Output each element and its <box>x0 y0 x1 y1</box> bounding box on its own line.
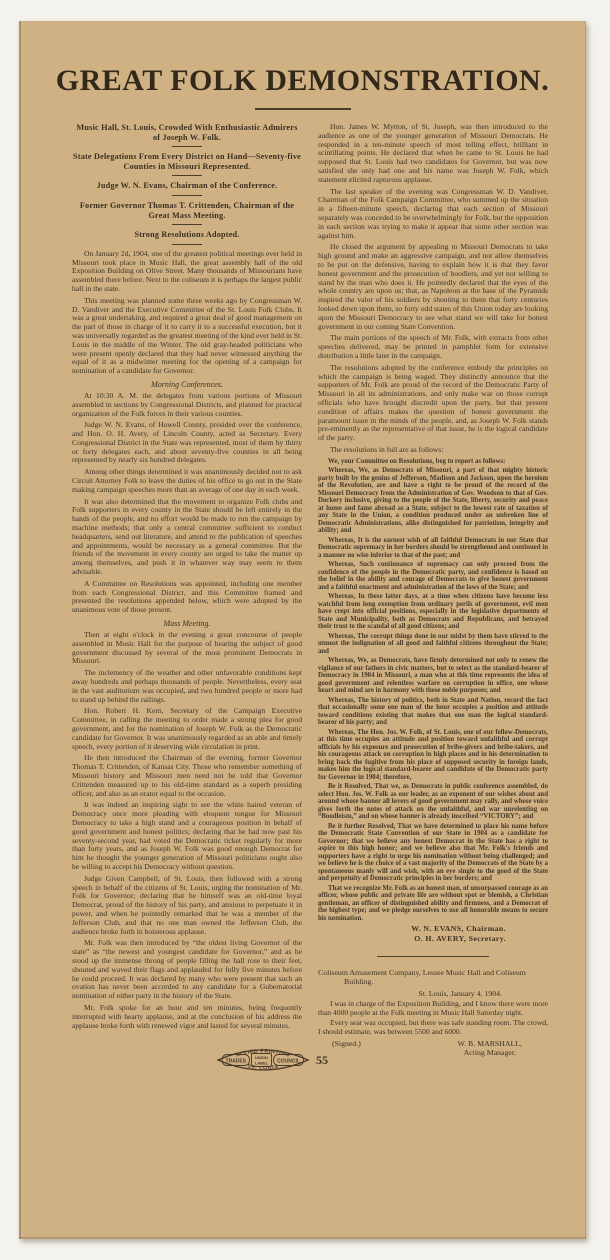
deck-divider <box>172 146 202 147</box>
resolution-paragraph: Whereas, The corrupt things done in our midst by them have stirred to the utmost the indignation of all good and faithful citizens throughout the State; and <box>318 632 548 655</box>
body-paragraph: It was also determined that the movement to organize Folk clubs and Folk supporters in every county in the State should be left entirely in the hands of the people, and no effort would be made to run the campaign by machine methods; that only a central committee sufficient to conduct headquarters, send out literature, and attend to the publication of speeches and appointments, would be necessary as a general committee. But the friends of the movement in every county are urged to take the matter up among themselves, and push it in whatever way may seem to them advisable. <box>72 496 302 577</box>
body-paragraph: Then at eight o'clock in the evening a great concourse of people assembled in Music Hall for the purpose of hearing the subject of good government discussed by several of the most prominent Democrats in Missouri. <box>72 630 302 666</box>
left-column <box>72 123 328 1081</box>
affidavit-signature: W. B. MARSHALL, <box>457 1039 522 1049</box>
resolution-paragraph: Be it Resolved, That we, as Democrats in public conference assembled, do select Hon. Jos. W. Folk as our leader, as an exponent of our wishes about and around whose banner all lovers of good government may rally, and whose voice gives forth the notes of attack on the unfaithful, and war unrelenting on “Boodleism,” and on whose banner is already inscribed “VICTORY”; and <box>318 783 548 821</box>
resolution-paragraph: Whereas, The history of politics, both in State and Nation, record the fact that occasionally some one man of the hour occupies a position and attitude toward conditions existing that makes that one man the logical standard-bearer of his party; and <box>318 696 548 727</box>
body-paragraph: This meeting was planned some three weeks ago by Congressman W. D. Vandiver and the Executive Committee of the St. Louis Folk Clubs. It was a great undertaking, and required a great deal of good management on the part of those in charge of it to carry it to a successful execution, but it was universally regarded as the greatest meeting of the kind ever held in St. Louis in the middle of the Winter. The old gray-headed politicians who were present openly declared that they had never witnessed anything the equal of it as a midwinter meeting for the opening of a campaign for nomination of a candidate for Governor. <box>72 295 302 376</box>
body-paragraph: Hon. Robert H. Kern, Secretary of the Campaign Executive Committee, in calling the meeting to order made a strong plea for good government, and for the nomination of Joseph W. Folk as the Democratic candidate for Governor. It was unanimously regarded as an able and timely speech, every portion of it deserving wide circulation in print. <box>72 706 302 751</box>
affidavit-heading: Coliseum Amusement Company, Lessee Music Hall and Coliseum Building. <box>318 968 526 987</box>
svg-text:ALLIED PRINTING: ALLIED PRINTING <box>235 1048 291 1059</box>
section-heading-morning-conferences: Morning Conferences. <box>151 379 223 389</box>
deck-divider <box>172 224 202 225</box>
affidavit-dateline: St. Louis, January 4, 1904. <box>418 989 502 999</box>
deck-item: Music Hall, St. Louis, Crowded With Enthusiastic Admirers of Joseph W. Folk. <box>76 123 298 142</box>
resolution-paragraph: We, your Committee on Resolutions, beg to report as follows: <box>328 457 506 465</box>
body-paragraph: He closed the argument by appealing to Missouri Democrats to take high ground and make an aggressive campaign, and not allow themselves to be put on the defensive, having to explain how it is that they favor honest government and the prosecution of boodlers, and yet not willing to stand by the man who does it. He pointedly declared that the eyes of the whole country are upon us; that, as Napoleon at the base of the Pyramids inspired the valor of his soldiers by shouting to them that forty centuries looked down upon them, so forty odd states of this Union today are looking upon the Missouri Democracy to see what stand we will take for honest government in our coming State Convention. <box>318 242 548 331</box>
affidavit-signed-row <box>318 1037 548 1048</box>
body-paragraph: The main portions of the speech of Mr. Folk, with extracts from other speeches delivered, may be printed in pamphlet form for extensive distribution a little later in the campaign. <box>318 333 548 360</box>
section-heading-mass-meeting: Mass Meeting. <box>163 619 211 629</box>
union-label-seal-icon <box>215 1039 311 1081</box>
union-label-number: 55 <box>316 1052 328 1067</box>
affidavit-paragraph: Every seat was occupied, but there was safe standing room. The crowd, I should estimate, was between 5500 and 6000. <box>318 1017 548 1036</box>
svg-text:TRADES: TRADES <box>225 1058 247 1065</box>
body-paragraph: Mr. Folk was then introduced by “the oldest living Governor of the state” as “the newest and youngest candidate for Governor,” and as he stood up the immense throng of people filling the hall rose to their feet, shouted and waved their flags and applauded for fully five minutes before he could proceed. It was declared by many who were present that such an ovation has never been accorded to any candidate for a Gubernatorial nomination of either party in the history of the State. <box>72 938 302 1001</box>
resolution-paragraph: Whereas, We, as Democrats, have firmly determined not only to renew the vigilance of our fathers in civic matters, but to select as the standard-bearer of Democracy in 1904 in Missouri, a man who at this time represents the idea of good government and relentless warfare on corruption in office, one whose heart and mind are in harmony with these noble purposes; and <box>318 657 548 695</box>
two-column-layout <box>19 110 586 1081</box>
body-paragraph: Among other things determined it was unanimously decided not to ask Circuit Attorney Folk to leave the duties of his office to go out in the State making campaign speeches more than an average of one day in each week. <box>72 467 302 494</box>
body-paragraph: It was indeed an inspiring sight to see the white haired veteran of Democracy once more pleading with eloquent tongue for Missouri Democracy to take a high stand and a courageous position in behalf of good government and honest politics; declaring that he had now past his seventy-second year, had voted the Democratic ticket regularly for more than forty years, and as Joseph W. Folk was good enough Democrat for him he thought the younger generation of Missouri politicians ought also be willing to accept his Democracy without question. <box>72 800 302 871</box>
paper <box>19 21 586 1239</box>
body-paragraph: On January 2d, 1904, one of the greatest political meetings ever held in Missouri took place in Music Hall, the great assembly hall of the old Exposition Building on Olive Street. Many thousands of Missourians have assembled there before. Next to the coliseum it is perhaps the largest public hall in the state. <box>72 248 302 293</box>
deck-item: State Delegations From Every District on Hand—Seventy-five Counties in Missouri Represented. <box>73 152 301 171</box>
body-paragraph: Judge W. N. Evans, of Howell County, presided over the conference, and Hon. O. H. Avery, of Lincoln County, acted as Secretary. Every Congressional District in the State was represented, most of them by thirty or forty delegates each, and about seventy-five counties in all being represented by nearly six hundred delegates. <box>72 420 302 465</box>
body-paragraph: The last speaker of the evening was Congressman W. D. Vandiver, Chairman of the Folk Campaign Committee, who summed up the situation in a fifteen-minute speech, declaring that each section of Missouri separately was conceded to be overwhelmingly for Folk, but the opposition in each section was trying to make it appear that some other section was against him. <box>318 186 548 240</box>
body-paragraph: At 10:30 A. M. the delegates from various portions of Missouri assembled in sections by Congressional Districts, and planned for practical organization of the Folk forces in their various counties. <box>72 390 302 418</box>
body-paragraph: Judge Given Campbell, of St. Louis, then followed with a strong speech in behalf of the citizens of St. Louis, urging the nomination of Mr. Folk for Governor; declaring that he himself was an old-time loyal Democrat, proud of the history of his party, and anxious to perpetuate it in power, and when he pointedly remarked that he was a member of the Jefferson Club, and that no one man owned the Jefferson Club, the audience broke forth in boisterous applause. <box>72 873 302 936</box>
signature-divider <box>377 956 489 957</box>
body-paragraph: A Committee on Resolutions was appointed, including one member from each Congressional District, and this Committee framed and presented the resolutions appended below, which were adopted by the unanimous vote of those present. <box>72 578 302 615</box>
deck-item: Strong Resolutions Adopted. <box>134 230 240 240</box>
resolution-paragraph: That we recognize Mr. Folk as an honest man, of unsurpassed courage as an officer, whose public and private life are without spot or blemish, a Christian gentleman, an officer of distinguished ability and firmness, and a Democrat of the highest type; and we pledge ourselves to use all honorable means to secure his nomination. <box>318 884 548 922</box>
svg-text:LABEL: LABEL <box>254 1060 269 1066</box>
resolution-paragraph: Whereas, In these latter days, at a time when citizens have become less watchful from long exemption from ordinary perils of government, evil men have crept into official positions, especially in the legislative departments of State and Municipality, both as Democrats and Republicans, and betrayed their trust to the scandal of all good citizens; and <box>318 593 548 631</box>
signature-secretary: O. H. AVERY, Secretary. <box>414 934 506 944</box>
deck-divider <box>172 175 202 176</box>
affidavit-paragraph: I was in charge of the Exposition Building, and I know there were more than 4000 people at the Folk meeting in Music Hall Saturday night. <box>318 999 548 1017</box>
headline: GREAT FOLK DEMONSTRATION. <box>55 64 550 97</box>
signed-label: (Signed.) <box>332 1039 361 1049</box>
svg-text:UNION: UNION <box>255 1055 268 1061</box>
body-paragraph: Hon. James W. Mytton, of St. Joseph, was then introduced to the audience as one of the younger generation of Missouri Democrats. He responded in a ten-minute speech of most telling effect, brilliant in scintillating points. He declared that when he came to St. Louis he had supposed that St. Louis had two candidates for Governor, but was now satisfied she only had one and his name was Joseph W. Folk, which statement elicited rapturous applause. <box>318 122 548 184</box>
affidavit-signer-role: Acting Manager. <box>463 1048 516 1058</box>
resolution-paragraph: Whereas, We, as Democrats of Missouri, a part of that mighty historic party built by the genius of Jefferson, Madison and Jackson, upon the heroism of the Revolution, are and have a right to be proud of the record of the Missouri Democracy from the Administration of Gov. Woodson to that of Gov. Dockery inclusive, giving to the people of the State, liberty, security and peace at home and fame abroad as a State, subject to the lowest rate of taxation of any State in the Union, a condition produced under an unbroken line of Democratic Administrations, alike distinguished for patriotism, integrity and ability; and <box>318 467 548 535</box>
union-label-stamp <box>215 1039 328 1081</box>
body-paragraph: Mr. Folk spoke for an hour and ten minutes, being frequently interrupted with hearty applause, and at the conclusion of his address the applause broke forth with renewed vigor and lasted for several minutes. <box>72 1002 302 1030</box>
resolution-paragraph: Whereas, The Hon. Jos. W. Folk, of St. Louis, one of our fellow-Democrats, at this time occupies an attitude and position toward unfaithful and corrupt officials by his exposure and prosecution of bribe-givers and bribe-takers, and his courageous attack on corruption in high places and in his determination to bring back the fugitive from his place of supposed security in foreign lands, makes him the logical standard-bearer and candidate of the Democratic party for Governor in 1904; therefore, <box>318 728 548 781</box>
resolution-paragraph: Be it further Resolved, That we have determined to place his name before the Democratic State Convention of our State in 1904 as a candidate for Governor; that we believe any honest Democrat in the State has a right to aspire to this high honor; and we believe also that Mr. Folk's friends and supporters have a right to urge his nomination without being challenged; and we believe he is the choice of a vast majority of the Democrats of the State by a spontaneous manly will and wish, with an eye single to the good of the State and perpetuity of Democratic principles in her borders; and <box>318 822 548 883</box>
body-paragraph: The resolutions in full are as follows: <box>330 444 444 454</box>
resolution-paragraph: Whereas, It is the earnest wish of all faithful Democrats in our State that Democratic supremacy in her borders should be strengthened and continued in a manner no wise inferior to that of the past; and <box>318 536 548 559</box>
svg-text:ST. LOUIS: ST. LOUIS <box>246 1063 280 1072</box>
deck-item: Former Governor Thomas T. Crittenden, Chairman of the Great Mass Meeting. <box>79 200 295 220</box>
body-paragraph: He then introduced the Chairman of the evening, former Governor Thomas T. Crittenden, of Kansas City. Those who remember something of Missouri history and Missouri men need not be told that Governor Crittenden measured up to his old-time standard as a superb presiding officer, and also as an orator equal to the occasion. <box>72 753 302 798</box>
deck-divider <box>172 195 202 196</box>
resolution-paragraph: Whereas, Such continuance of supremacy can only proceed from the confidence of the people in the Democratic party, and confidence is based on the belief in the ability and courage of Democrats to give honest government and a faithful enactment and administration of the laws of the State; and <box>318 561 548 591</box>
deck-item: Judge W. N. Evans, Chairman of the Conference. <box>96 181 278 191</box>
right-column <box>318 123 548 1081</box>
deck-divider <box>172 244 202 245</box>
svg-text:COUNCIL: COUNCIL <box>277 1058 300 1065</box>
signature-chairman: W. N. EVANS, Chairman. <box>411 924 506 934</box>
body-paragraph: The resolutions adopted by the conference embody the principles on which the campaign is being waged. They distinctly announce that the supporters of Mr. Folk are proud of the record of the Democratic Party of Missouri in all its administrations, and only make war on those corrupt officials who have brought discredit upon the party, but that present condition of affairs makes the question of honest government the paramount issue in the minds of the people, and, as Joseph W. Folk stands pre-eminently as the representative of that issue, he is the logical candidate of the party. <box>318 362 548 443</box>
body-paragraph: The inclemency of the weather and other unfavorable conditions kept away hundreds and perhaps thousands of people. Nevertheless, every seat in the vast auditorium was occupied, and two hundred people or more had to stand up behind the railings. <box>72 668 302 704</box>
